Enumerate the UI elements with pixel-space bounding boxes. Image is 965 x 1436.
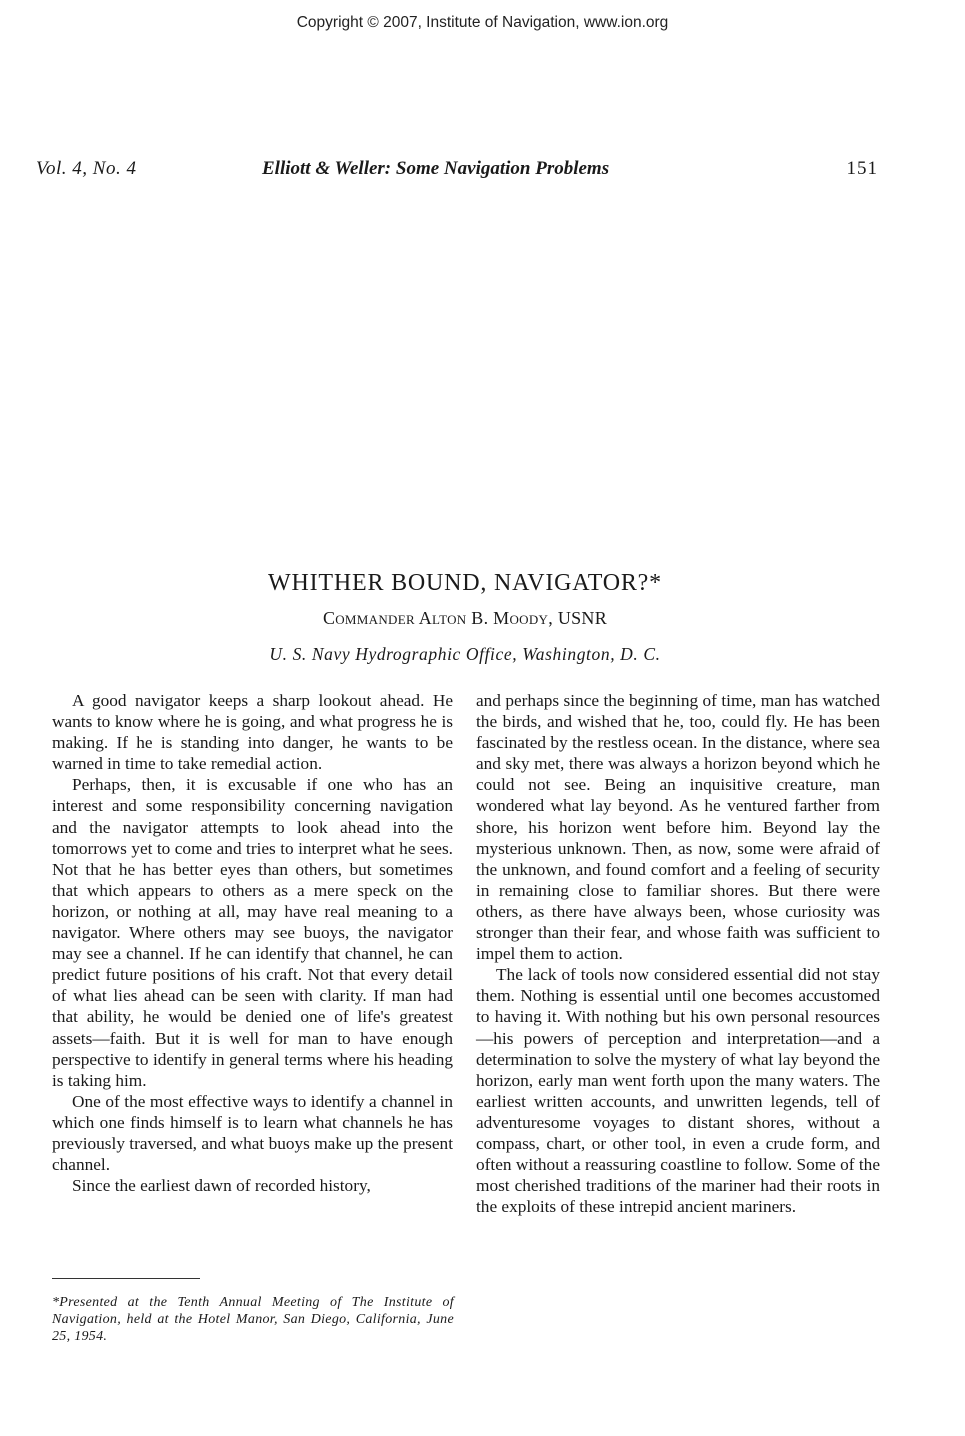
paragraph: Since the earliest dawn of recorded history,: [72, 1176, 371, 1196]
right-column: [476, 690, 880, 1217]
volume-label: Vol. 4, No. 4: [36, 158, 137, 179]
paragraph: A good navigator keeps a sharp lookout ahead. He wants to know where he is going, and what progress he is making. If he is standing into danger, he wants to be warned in time to take remedial action.: [52, 691, 453, 774]
paragraph: Perhaps, then, it is excusable if one who has an interest and some responsibility concerning navigation and the navigator attempts to look ahead into the tomorrows yet to come and tries to interpret what he sees. Not that he has better eyes than others, but sometimes that which appears to others as a mere speck on the horizon, or nothing at all, may have real meaning to a navigator. Where others may see buoys, the navigator may see a channel. If he can identify that channel, he can predict future positions of his craft. Not that every detail of what lies ahead can be seen with clarity. If man had that ability, he would be denied one of life's greatest assets—faith. But it is well for man to have enough perspective to identify in general terms where his heading is taking him.: [52, 775, 453, 1090]
paragraph: One of the most effective ways to identify a channel in which one finds himself is to learn what channels he has previously traversed, and what buoys make up the present channel.: [52, 1091, 453, 1175]
paragraph: and perhaps since the beginning of time, man has watched the birds, and wished that he, too, could fly. He has been fascinated by the restless ocean. In the distance, where sea and sky met, there was always a horizon beyond which he could not see. Being an inquisitive creature, man wondered what lay beyond. As he ventured farther from shore, his horizon went before him. Beyond lay the mysterious unknown. Then, as now, some were afraid of the unknown, and found comfort and a feeling of security in remaining close to familiar shores. But there were others, as there have always been, whose curiosity was stronger than their fear, and whose faith was sufficient to impel them to action.: [476, 691, 880, 964]
running-header: [36, 158, 878, 184]
footnote: *Presented at the Tenth Annual Meeting of The Institute of Navigation, held at the Hotel Manor, San Diego, California, June 25, 1954.: [52, 1295, 454, 1344]
paragraph: The lack of tools now considered essential did not stay them. Nothing is essential until one becomes accustomed to having it. With nothing but his own personal resources—his powers of perception and interpretation—and a determination to solve the mystery of what lay beyond the horizon, early man went forth upon the many waters. The earliest written accounts, and unwritten legends, tell of adventuresome voyages to distant shores, without a compass, chart, or other tool, in even a crude form, and often without a reassuring coastline to follow. Some of the most cherished traditions of the mariner had their roots in the exploits of these intrepid ancient mariners.: [476, 965, 880, 1217]
footnote-divider: [52, 1278, 200, 1279]
author-affiliation: U. S. Navy Hydrographic Office, Washington, D. C.: [269, 644, 661, 664]
article-author: Commander Alton B. Moody, USNR: [322, 608, 608, 628]
left-column: [52, 690, 453, 1196]
running-title: Elliott & Weller: Some Navigation Problems: [262, 158, 610, 179]
page-number: 151: [846, 158, 878, 179]
copyright-notice: Copyright © 2007, Institute of Navigation, www.ion.org: [296, 14, 669, 31]
article-title: WHITHER BOUND, NAVIGATOR?*: [268, 570, 662, 596]
